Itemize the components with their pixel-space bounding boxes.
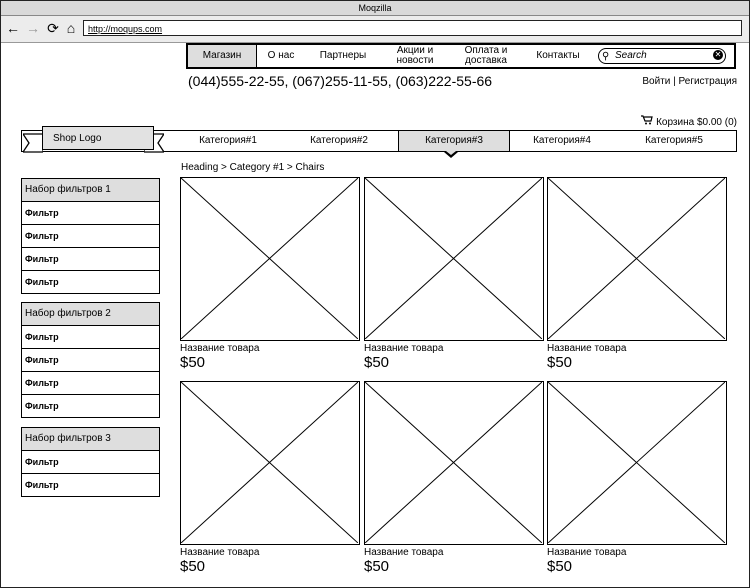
product-name[interactable]: Название товара: [364, 547, 444, 558]
breadcrumb[interactable]: Heading > Category #1 > Chairs: [181, 162, 325, 173]
image-placeholder-icon: [181, 178, 358, 339]
nav-item-partners[interactable]: Партнеры: [319, 50, 367, 61]
product-name[interactable]: Название товара: [364, 343, 444, 354]
shop-logo[interactable]: Shop Logo: [42, 126, 154, 150]
image-placeholder-icon: [181, 382, 358, 543]
product-price: $50: [547, 558, 573, 575]
phone-numbers: (044)555-22-55, (067)255-11-55, (063)222-55-66: [188, 73, 493, 89]
product-name[interactable]: Название товара: [547, 547, 627, 558]
category-tab-3[interactable]: Категория#3: [398, 131, 510, 151]
cart-link[interactable]: [641, 115, 737, 128]
search-placeholder: Search: [615, 50, 647, 61]
product-name[interactable]: Название товара: [180, 343, 260, 354]
active-category-indicator: [444, 152, 458, 158]
filter-item[interactable]: Фильтр: [22, 372, 159, 395]
image-placeholder-icon: [365, 382, 542, 543]
login-link[interactable]: Войти: [642, 76, 671, 87]
product-image-placeholder[interactable]: [364, 381, 544, 545]
category-tab-4[interactable]: Категория#4: [533, 135, 591, 146]
forward-icon[interactable]: →: [26, 20, 40, 36]
nav-item-contacts[interactable]: Контакты: [536, 50, 580, 61]
nav-item-shop[interactable]: Магазин: [188, 45, 257, 67]
search-input[interactable]: [598, 48, 726, 64]
auth-links: [642, 76, 737, 87]
filter-item[interactable]: Фильтр: [22, 326, 159, 349]
auth-separator: |: [673, 76, 676, 87]
cart-label: Корзина $0.00 (0): [656, 117, 737, 128]
category-tab-1[interactable]: Категория#1: [199, 135, 257, 146]
product-image-placeholder[interactable]: [547, 177, 727, 341]
filter-item[interactable]: Фильтр: [22, 248, 159, 271]
filter-group-title[interactable]: Набор фильтров 3: [22, 428, 159, 451]
category-tab-5[interactable]: Категория#5: [645, 135, 703, 146]
filter-item[interactable]: Фильтр: [22, 349, 159, 372]
product-name[interactable]: Название товара: [547, 343, 627, 354]
filter-group-2: [21, 302, 160, 418]
product-image-placeholder[interactable]: [180, 177, 360, 341]
clear-search-icon[interactable]: ✕: [714, 50, 722, 59]
filter-group-1: [21, 178, 160, 294]
back-icon[interactable]: ←: [6, 20, 20, 36]
nav-item-about[interactable]: О нас: [267, 50, 295, 61]
filter-item[interactable]: Фильтр: [22, 202, 159, 225]
top-navigation: [186, 43, 736, 69]
filter-group-title[interactable]: Набор фильтров 2: [22, 303, 159, 326]
image-placeholder-icon: [548, 382, 725, 543]
cart-icon: [641, 115, 653, 125]
refresh-icon[interactable]: ⟳: [47, 20, 59, 36]
product-price: $50: [180, 558, 206, 575]
ribbon-left-decoration: [23, 132, 43, 154]
product-price: $50: [364, 354, 390, 371]
product-image-placeholder[interactable]: [547, 381, 727, 545]
register-link[interactable]: Регистрация: [678, 76, 737, 87]
category-tab-2[interactable]: Категория#2: [310, 135, 368, 146]
window-title: Moqzilla: [1, 1, 749, 16]
nav-item-payment-delivery[interactable]: Оплата и доставка: [464, 45, 508, 66]
browser-toolbar: [1, 16, 749, 43]
filter-group-3: [21, 427, 160, 497]
search-icon: ⚲: [602, 51, 610, 62]
nav-item-promotions[interactable]: Акции и новости: [396, 45, 434, 66]
product-price: $50: [180, 354, 206, 371]
filter-item[interactable]: Фильтр: [25, 277, 59, 287]
product-image-placeholder[interactable]: [364, 177, 544, 341]
image-placeholder-icon: [548, 178, 725, 339]
product-price: $50: [547, 354, 573, 371]
product-name[interactable]: Название товара: [180, 547, 260, 558]
filter-item[interactable]: Фильтр: [22, 225, 159, 248]
image-placeholder-icon: [365, 178, 542, 339]
product-price: $50: [364, 558, 390, 575]
filter-group-title[interactable]: Набор фильтров 1: [22, 179, 159, 202]
home-icon[interactable]: ⌂: [66, 20, 76, 36]
filter-item[interactable]: Фильтр: [22, 451, 159, 474]
address-bar[interactable]: http://moqups.com: [83, 20, 742, 36]
product-image-placeholder[interactable]: [180, 381, 360, 545]
filter-item[interactable]: Фильтр: [25, 480, 59, 490]
filter-item[interactable]: Фильтр: [25, 401, 59, 411]
